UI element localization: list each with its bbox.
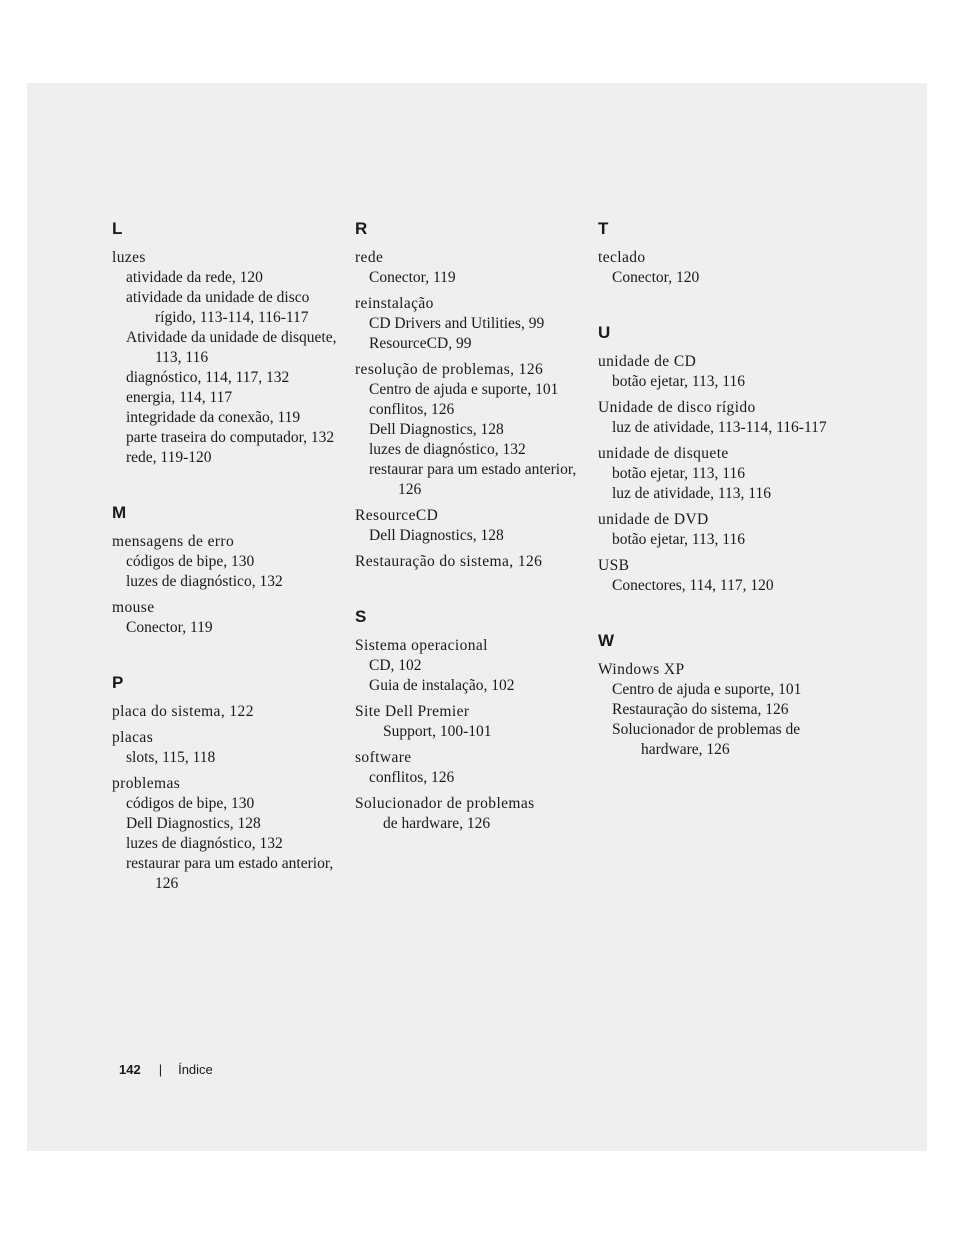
index-section [598,322,830,596]
index-entry [598,398,830,438]
entry-subterm: códigos de bipe, 130 [126,553,255,570]
entry-subterm: diagnóstico, 114, 117, 132 [126,369,290,386]
entry-subterm: Conector, 119 [369,269,456,286]
index-entry [598,660,830,760]
entry-subterm: parte traseira do computador, 132 [126,429,335,446]
entry-term: Solucionador de problemas [355,795,535,812]
entry-subterm: botão ejetar, 113, 116 [612,373,745,390]
entry-term: Restauração do sistema, 126 [355,553,543,570]
index-entry [598,248,830,288]
entry-subterm: atividade da unidade de disco rígido, 113-114, 116-117 [126,289,310,326]
entry-subterm: restaurar para um estado anterior, 126 [369,461,577,498]
entry-subterm: luzes de diagnóstico, 132 [126,835,283,852]
section-letter: T [598,219,609,238]
entry-subterm: rede, 119-120 [126,449,212,466]
entry-term: resolução de problemas, 126 [355,361,544,378]
section-letter: U [598,323,611,342]
index-entry [355,794,587,834]
index-entry [112,728,344,768]
page-footer [119,1060,213,1080]
entry-term: Site Dell Premier [355,703,470,720]
index-entry [598,510,830,550]
index-entry [112,598,344,638]
entry-term: problemas [112,775,181,792]
entry-term: Unidade de disco rígido [598,399,756,416]
index-entry [355,702,587,742]
index-section [112,672,344,894]
entry-term: ResourceCD [355,507,439,524]
index-entry [112,248,344,468]
entry-term: mouse [112,599,155,616]
entry-term: unidade de CD [598,353,697,370]
entry-term: USB [598,557,630,574]
index-column-2 [355,218,587,868]
entry-term: unidade de DVD [598,511,709,528]
entry-subterm: integridade da conexão, 119 [126,409,301,426]
entry-term: placa do sistema, 122 [112,703,254,720]
entry-subterm: Conectores, 114, 117, 120 [612,577,774,594]
index-section [112,502,344,638]
index-entry [112,702,344,722]
index-section [598,218,830,288]
entry-subterm: Atividade da unidade de disquete, 113, 116 [126,329,337,366]
entry-term: Sistema operacional [355,637,488,654]
entry-subterm: Solucionador de problemas de hardware, 126 [612,721,801,758]
entry-subterm: luzes de diagnóstico, 132 [126,573,283,590]
entry-term: Windows XP [598,661,685,678]
entry-term: mensagens de erro [112,533,235,550]
section-letter: S [355,607,367,626]
index-entry [355,248,587,288]
index-entry [355,552,587,572]
index-entry [598,556,830,596]
entry-subterm: luz de atividade, 113, 116 [612,485,771,502]
index-section [112,218,344,468]
entry-subterm: restaurar para um estado anterior, 126 [126,855,334,892]
page-number: 142 [119,1062,141,1077]
entry-subterm: botão ejetar, 113, 116 [612,531,745,548]
section-letter: W [598,631,615,650]
entry-subterm: conflitos, 126 [369,401,455,418]
footer-section-title: Índice [178,1062,213,1077]
entry-subterm: luz de atividade, 113-114, 116-117 [612,419,827,436]
index-column-3 [598,218,830,794]
entry-subterm: Conector, 120 [612,269,700,286]
index-section [355,606,587,834]
index-entry [355,360,587,500]
footer-separator: | [158,1062,163,1077]
entry-subterm: Centro de ajuda e suporte, 101 [369,381,559,398]
entry-term: placas [112,729,154,746]
entry-subterm: Dell Diagnostics, 128 [369,421,504,438]
entry-subterm: slots, 115, 118 [126,749,216,766]
entry-subterm: CD, 102 [369,657,422,674]
index-entry [355,748,587,788]
entry-subterm: Conector, 119 [126,619,213,636]
entry-term: rede [355,249,384,266]
entry-subterm: energia, 114, 117 [126,389,233,406]
index-entry [112,774,344,894]
entry-term: unidade de disquete [598,445,729,462]
index-column-1 [112,218,344,928]
entry-subterm: atividade da rede, 120 [126,269,263,286]
index-entry [355,636,587,696]
entry-subterm: luzes de diagnóstico, 132 [369,441,526,458]
entry-subterm: Restauração do sistema, 126 [612,701,789,718]
entry-term: teclado [598,249,646,266]
entry-subterm: Guia de instalação, 102 [369,677,515,694]
entry-subterm: CD Drivers and Utilities, 99 [369,315,545,332]
entry-subterm: códigos de bipe, 130 [126,795,255,812]
index-entry [355,506,587,546]
section-letter: L [112,219,123,238]
section-letter: R [355,219,368,238]
index-entry [598,444,830,504]
entry-subterm: conflitos, 126 [369,769,455,786]
index-section [355,218,587,572]
index-entry [355,294,587,354]
entry-subterm: Centro de ajuda e suporte, 101 [612,681,802,698]
section-letter: M [112,503,127,522]
entry-term: luzes [112,249,146,266]
index-entry [598,352,830,392]
index-section [598,630,830,760]
entry-term: software [355,749,412,766]
section-letter: P [112,673,124,692]
entry-term-continuation: de hardware, 126 [383,815,491,832]
entry-subterm: Dell Diagnostics, 128 [126,815,261,832]
entry-subterm: Dell Diagnostics, 128 [369,527,504,544]
entry-term: reinstalação [355,295,434,312]
entry-subterm: botão ejetar, 113, 116 [612,465,745,482]
entry-term-continuation: Support, 100-101 [383,723,492,740]
index-entry [112,532,344,592]
entry-subterm: ResourceCD, 99 [369,335,472,352]
